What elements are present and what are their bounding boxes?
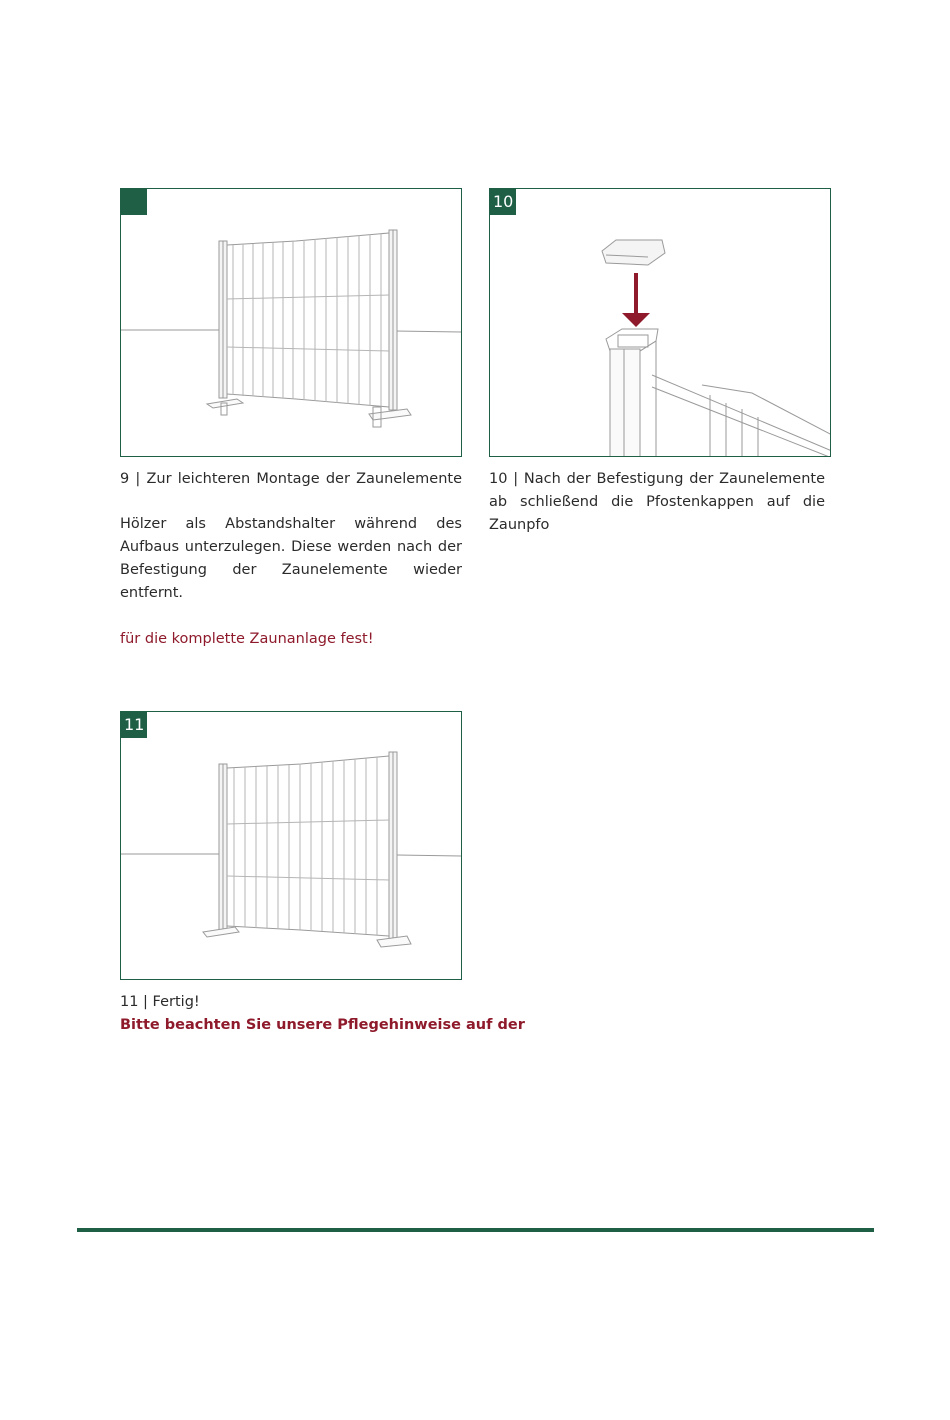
- step-10-caption: 10 | Nach der Befestigung der Zaunelemente ab schließend die Pfostenkappen auf die Zaunpfo: [489, 471, 825, 533]
- finished-fence-drawing: [121, 712, 462, 980]
- step-11-illustration-panel: [120, 711, 462, 980]
- step-9-caption-line1: 9 | Zur leichteren Montage der Zaunelemente: [120, 471, 462, 487]
- step-9-illustration-panel: [120, 188, 462, 457]
- post-cap-drawing: [490, 189, 831, 457]
- step-11-badge: 11: [121, 712, 147, 738]
- footer-divider: [77, 1228, 874, 1232]
- step-11-note: Bitte beachten Sie unsere Pflegehinweise auf der: [120, 1017, 525, 1033]
- fence-assembly-drawing: [121, 189, 462, 457]
- step-9-note: für die komplette Zaunanlage fest!: [120, 631, 374, 647]
- step-11-caption: 11 | Fertig!: [120, 994, 200, 1010]
- step-10-illustration-panel: [489, 188, 831, 457]
- step-10-badge: 10: [490, 189, 516, 215]
- step-9-caption-line2: Hölzer als Abstandshalter während des Aufbaus unterzulegen. Diese werden nach der Befestigung der Zaunelemente wieder entfernt.: [120, 516, 462, 601]
